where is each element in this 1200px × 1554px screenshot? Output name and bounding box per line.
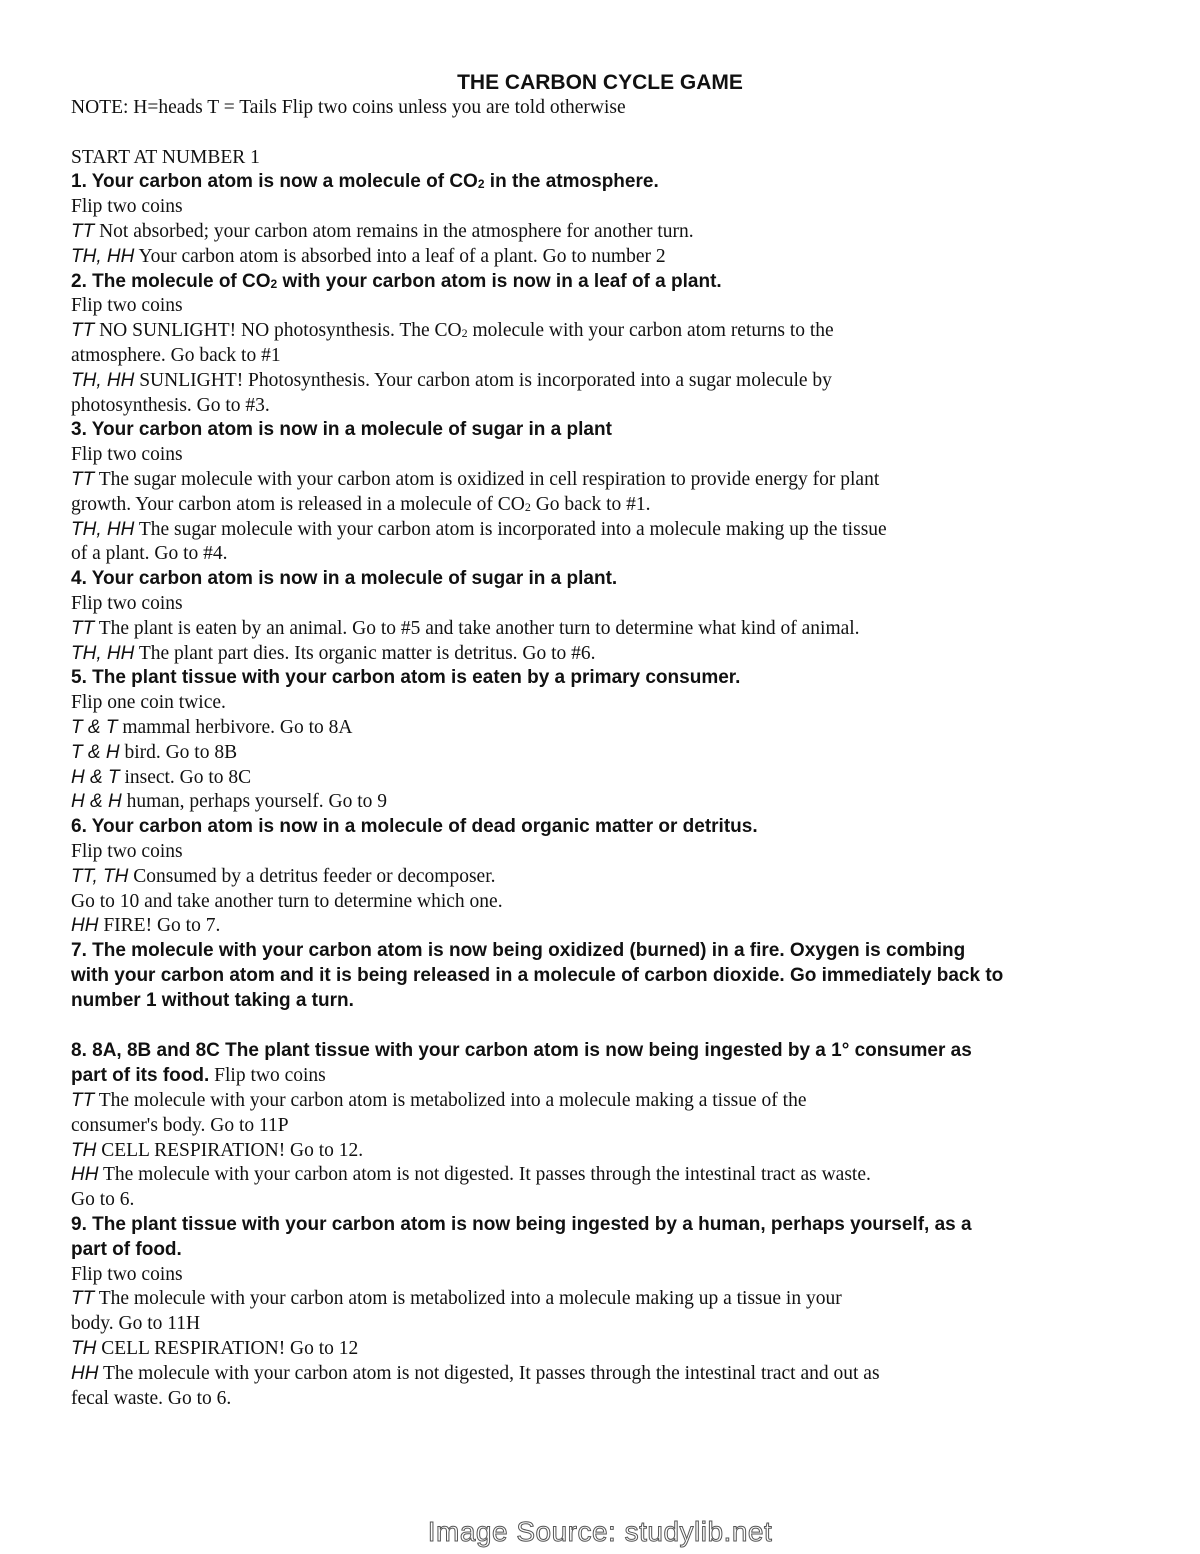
section-4-option-1: TT The plant is eaten by an animal. Go to #5 and take another turn to determine what kind of animal. — [71, 617, 860, 639]
section-4-option-2: TH, HH The plant part dies. Its organic matter is detritus. Go to #6. — [71, 642, 596, 664]
section-5-option-1: T & T mammal herbivore. Go to 8A — [71, 716, 353, 738]
section-7-heading-line-2: with your carbon atom and it is being released in a molecule of carbon dioxide. Go immediately back to — [71, 964, 1004, 986]
section-3-option-1: TT The sugar molecule with your carbon atom is oxidized in cell respiration to provide energy for plant — [71, 468, 880, 490]
section-5-option-4: H & H human, perhaps yourself. Go to 9 — [71, 791, 388, 813]
section-5-option-3: H & T insect. Go to 8C — [71, 766, 252, 788]
note: NOTE: H=heads T = Tails Flip two coins unless you are told otherwise — [71, 97, 626, 118]
section-2-flip: Flip two coins — [71, 295, 183, 317]
section-1-heading: 1. Your carbon atom is now a molecule of $CO_2$ in the atmosphere. — [71, 171, 659, 193]
section-3-option-2: TH, HH The sugar molecule with your carbon atom is incorporated into a molecule making up the tissue — [71, 518, 887, 540]
section-9-option-2: TH CELL RESPIRATION! Go to 12 — [71, 1338, 359, 1360]
section-5-option-2: T & H bird. Go to 8B — [71, 741, 238, 763]
section-6-flip: Flip two coins — [71, 840, 183, 862]
section-9-option-1-cont: body. Go to 11H — [71, 1313, 201, 1335]
section-3-option-1-cont: growth. Your carbon atom is released in a molecule of $CO_2$ Go back to #1. — [71, 493, 651, 515]
section-8-option-1-cont: consumer's body. Go to 11P — [71, 1114, 289, 1136]
section-9-option-1: TT The molecule with your carbon atom is metabolized into a molecule making up a tissue in your — [71, 1288, 842, 1310]
section-9-heading-line-2: part of food. — [71, 1238, 182, 1260]
image-source-watermark: Image Source: studylib.net — [427, 1516, 773, 1547]
section-8-flip: Flip two coins — [209, 1065, 326, 1087]
section-3-flip: Flip two coins — [71, 444, 183, 466]
section-6-option-1-cont: Go to 10 and take another turn to determine which one. — [71, 890, 503, 912]
section-2-heading: 2. The molecule of $CO_2$ with your carbon atom is now in a leaf of a plant. — [71, 270, 722, 292]
section-8-option-3: HH The molecule with your carbon atom is not digested. It passes through the intestinal tract as waste. — [71, 1164, 871, 1186]
section-6-heading: 6. Your carbon atom is now in a molecule of dead organic matter or detritus. — [71, 816, 758, 838]
section-9-flip: Flip two coins — [71, 1263, 183, 1285]
section-8-option-2: TH CELL RESPIRATION! Go to 12. — [71, 1139, 364, 1161]
section-3-heading: 3. Your carbon atom is now in a molecule of sugar in a plant — [71, 419, 612, 441]
section-1-option-2: TH, HH Your carbon atom is absorbed into a leaf of a plant. Go to number 2 — [71, 245, 666, 267]
section-2-option-1-cont: atmosphere. Go back to #1 — [71, 344, 281, 366]
section-4-flip: Flip two coins — [71, 592, 183, 614]
section-6-option-1: TT, TH Consumed by a detritus feeder or decomposer. — [71, 865, 496, 887]
page-title: THE CARBON CYCLE GAME — [457, 71, 743, 94]
section-1-option-1: TT Not absorbed; your carbon atom remains in the atmosphere for another turn. — [71, 220, 694, 242]
section-8-option-3-cont: Go to 6. — [71, 1189, 135, 1211]
section-9-option-3: HH The molecule with your carbon atom is not digested, It passes through the intestinal tract and out as — [71, 1362, 880, 1384]
start-instruction: START AT NUMBER 1 — [71, 146, 260, 168]
section-4-heading: 4. Your carbon atom is now in a molecule of sugar in a plant. — [71, 568, 618, 590]
section-7-heading-line-1: 7. The molecule with your carbon atom is now being oxidized (burned) in a fire. Oxygen is combing — [71, 940, 966, 962]
section-6-option-2: HH FIRE! Go to 7. — [71, 915, 221, 937]
section-5-heading: 5. The plant tissue with your carbon atom is eaten by a primary consumer. — [71, 667, 741, 689]
section-9-heading-line-1: 9. The plant tissue with your carbon atom is now being ingested by a human, perhaps yourself, as a — [71, 1214, 972, 1236]
section-2-option-1: TT NO SUNLIGHT! NO photosynthesis. The $CO_2$ molecule with your carbon atom returns to the — [71, 320, 834, 342]
document-page — [71, 70, 1146, 1411]
section-7-heading-line-3: number 1 without taking a turn. — [71, 989, 354, 1011]
section-9-option-3-cont: fecal waste. Go to 6. — [71, 1387, 232, 1409]
section-8-heading-line-2: part of its food. Flip two coins — [71, 1065, 326, 1087]
section-2-option-2-cont: photosynthesis. Go to #3. — [71, 394, 270, 416]
section-2-option-2: TH, HH SUNLIGHT! Photosynthesis. Your carbon atom is incorporated into a sugar molecule by — [71, 369, 832, 391]
section-8-option-1: TT The molecule with your carbon atom is metabolized into a molecule making a tissue of the — [71, 1090, 807, 1112]
section-8-heading-line-1: 8. 8A, 8B and 8C The plant tissue with your carbon atom is now being ingested by a 1° consumer as — [71, 1040, 972, 1062]
section-5-flip: Flip one coin twice. — [71, 692, 226, 714]
section-1-flip: Flip two coins — [71, 196, 183, 218]
section-3-option-2-cont: of a plant. Go to #4. — [71, 543, 228, 565]
